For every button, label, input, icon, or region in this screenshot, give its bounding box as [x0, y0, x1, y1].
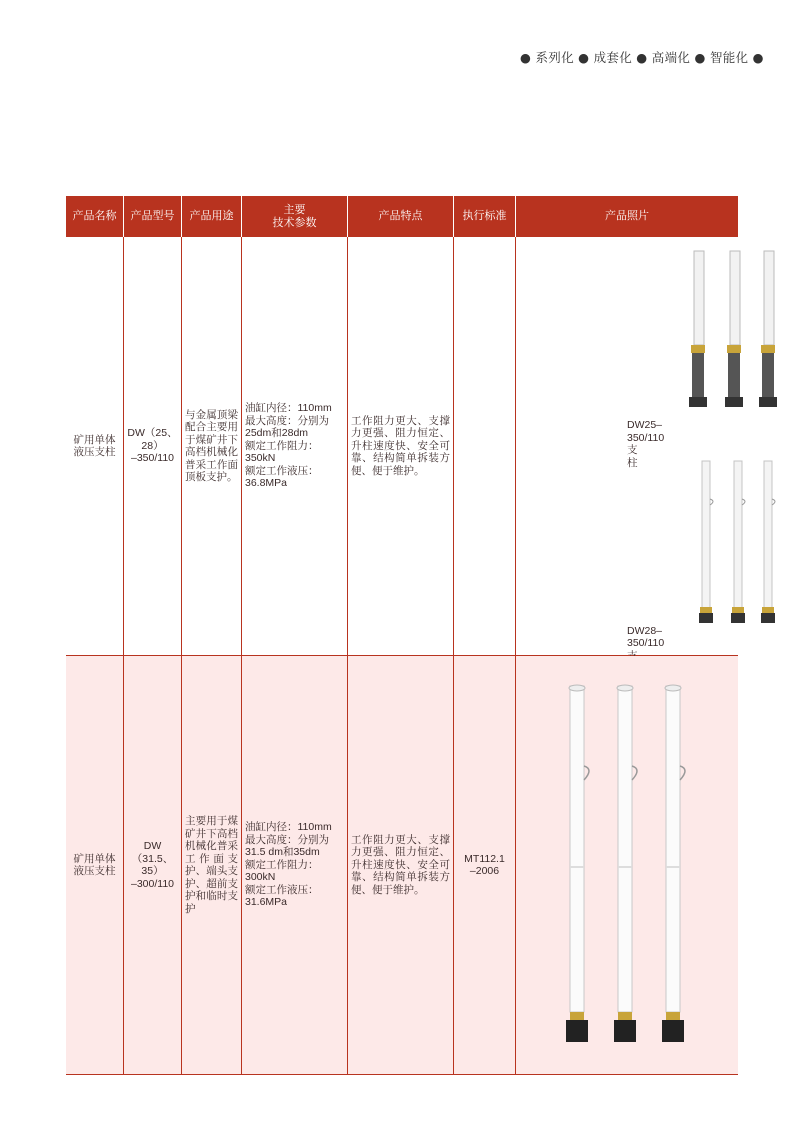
product-standard: MT112.1 –2006: [454, 656, 516, 1074]
table-row: [66, 237, 738, 656]
product-params: 油缸内径：110mm 最大高度：分别为31.5 dm和35dm 额定工作阻力：300kN 额定工作液压：31.6MPa: [242, 656, 348, 1074]
header-use: 产品用途: [182, 196, 242, 237]
product-features: 工作阻力更大、支撑力更强、阻力恒定、升柱速度快、安全可靠、结构简单拆装方便、便于维护。: [348, 656, 454, 1074]
product-name: 矿用单体 液压支柱: [66, 656, 124, 1074]
product-model: DW（25、 28） –350/110: [124, 237, 182, 655]
product-use: 与金属顶梁配合主要用于煤矿井下高档机械化普采工作面顶板支护。: [182, 237, 242, 655]
product-photo: DW25–350/110支柱 DW28–350/110: [516, 237, 738, 655]
header-photo: 产品照片: [605, 210, 649, 222]
header-name: 产品名称: [66, 196, 124, 237]
product-photo: [516, 656, 738, 1074]
product-model: DW （31.5、 35） –300/110: [124, 656, 182, 1074]
header-features: 产品特点: [348, 196, 454, 237]
product-use: 主要用于煤矿井下高档机械化普采工作面支护、端头支护、超前支护和临时支护: [182, 656, 242, 1074]
header-params: 主要 技术参数: [242, 196, 348, 237]
prop-illustration-light: [627, 459, 800, 629]
prop-illustration-dark: [627, 247, 800, 425]
table-row: [66, 656, 738, 1075]
prop-illustration-tall: [516, 666, 738, 1066]
product-params: 油缸内径：110mm 最大高度：分别为25dm和28dm 额定工作阻力：350kN 额定工作液压：36.8MPa: [242, 237, 348, 655]
product-features: 工作阻力更大、支撑力更强、阻力恒定、升柱速度快、安全可靠、结构简单拆装方便、便于维护。: [348, 237, 454, 655]
table-header: [66, 196, 738, 237]
header-model: 产品型号: [124, 196, 182, 237]
tagline: ● 系列化 ● 成套化 ● 高端化 ● 智能化 ●: [520, 50, 764, 65]
product-table: [66, 196, 738, 1075]
product-standard: [454, 237, 516, 655]
header-standard: 执行标准: [454, 196, 516, 237]
product-name: 矿用单体 液压支柱: [66, 237, 124, 655]
